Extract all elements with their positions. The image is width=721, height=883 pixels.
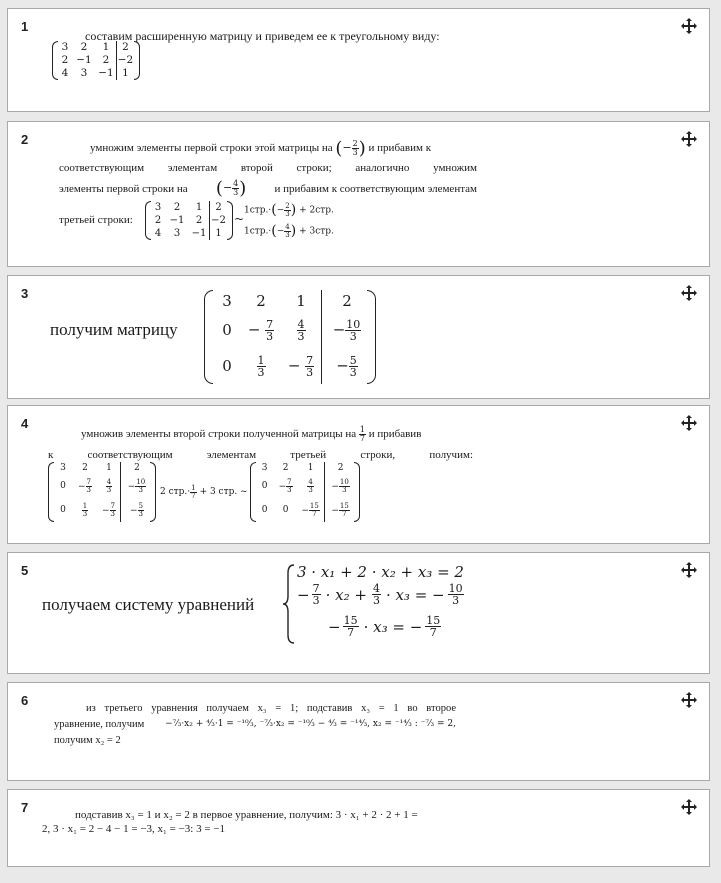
move-icon[interactable] — [680, 17, 698, 35]
frac-den: 3 — [297, 329, 305, 343]
tilde: ~ — [234, 212, 245, 226]
step-number: 2 — [21, 132, 29, 147]
matrix-cell: 3 — [173, 228, 181, 239]
matrix-cell: −2 — [117, 54, 134, 66]
step-card-6[interactable] — [7, 682, 710, 781]
frac-den: 3 — [352, 148, 358, 157]
minus-sign: − — [332, 320, 346, 338]
step-line-1: подставив x₃ = 1 и x₂ = 2 в первое уравнение, получим: 3 · x₁ + 2 · 2 + 1 = — [75, 809, 418, 821]
cell: 0 — [222, 321, 232, 339]
step-number: 4 — [21, 416, 29, 431]
math-expression: −⁷⁄₃·x₂ + ⁴⁄₃·1 = ⁻¹⁰⁄₃, ⁻⁷⁄₃·x₂ = ⁻¹⁰⁄₃ − ⁴⁄₃ = ⁻¹⁴⁄₃, x₂ = ⁻¹⁴⁄₃ : ⁻⁷⁄₃ = 2, — [165, 719, 456, 729]
step-line-1: из третьего уравнения получаем x₃ = 1; подставив x₃ = 1 во второе — [86, 703, 456, 714]
step-number: 6 — [21, 693, 29, 708]
matrix-cell: 4 — [61, 67, 69, 79]
frac-den: 7 — [191, 491, 196, 500]
text: 1стр.· — [244, 205, 272, 216]
minus-sign: − — [247, 320, 261, 338]
minus-sign: − — [222, 181, 233, 195]
move-icon[interactable] — [680, 691, 698, 709]
matrix-cell: 1 — [209, 227, 227, 240]
frac-den: 3 — [257, 365, 265, 379]
move-icon[interactable] — [680, 414, 698, 432]
step-text: получаем систему уравнений — [42, 595, 255, 614]
frac-den: 3 — [349, 329, 357, 343]
frac-num: 2 — [352, 139, 358, 148]
step-number: 1 — [21, 19, 29, 34]
frac-num: 7 — [306, 353, 314, 367]
frac-den: 3 — [233, 188, 239, 197]
step-card-2[interactable] — [7, 121, 710, 267]
matrix-before: 3 2 1 2 0 − $\frac{7}{3}$ $\frac{4}{3}$ − $\frac{10}{3}$ 0 $\frac{1}{3}$ − $\frac{7}{3}$ − $\frac{5}{3}$ — [48, 462, 156, 522]
step-card-1[interactable] — [7, 8, 710, 112]
matrix-cell: 2 — [116, 41, 134, 54]
matrix-cell: 3 — [61, 41, 69, 53]
frac-den: 3 — [349, 365, 357, 379]
row-op-2: 1стр.·(− $\frac{4}{3}$ ) + 3стр. — [244, 222, 334, 239]
result-matrix — [204, 290, 376, 384]
matrix-cell: 2 — [61, 54, 69, 66]
step-line-1 — [81, 426, 421, 443]
move-icon[interactable] — [680, 130, 698, 148]
step-number: 5 — [21, 563, 29, 578]
step-line-4: третьей строки: — [59, 214, 133, 226]
frac-num: 4 — [233, 179, 239, 188]
matrix-cell: −1 — [169, 215, 185, 226]
move-icon[interactable] — [680, 561, 698, 579]
cell: 3 — [222, 292, 232, 310]
minus-sign: − — [287, 356, 301, 374]
frac-num: 1 — [359, 425, 365, 434]
matrix-transform — [48, 462, 360, 522]
frac-num: 1 — [191, 483, 196, 492]
step-text: получим матрицу — [50, 320, 178, 339]
text: элементы первой строки на — [59, 182, 188, 195]
frac-num: 4 — [297, 317, 305, 331]
step-card-7[interactable] — [7, 789, 710, 867]
cell: 2 — [256, 292, 266, 310]
step-line-2: к соответствующим элементам третьей строки, получим: — [48, 449, 473, 461]
matrix-cell: 2 — [173, 202, 181, 213]
minus-sign: − — [342, 141, 352, 155]
augmented-matrix — [52, 41, 140, 80]
row-op: + 3 стр. ~ — [199, 487, 248, 497]
matrix-cell: 2 — [102, 54, 110, 66]
matrix-cell: −1 — [76, 54, 92, 66]
system-brace — [282, 563, 296, 645]
text: и прибавив — [368, 428, 422, 441]
move-icon[interactable] — [680, 284, 698, 302]
matrix-cell: 1 — [102, 41, 110, 53]
step-number: 7 — [21, 800, 29, 815]
cell: 2 — [342, 292, 352, 310]
matrix-cell: 3 — [80, 67, 88, 79]
text: и прибавим к соответствующим элементам — [274, 182, 477, 195]
frac-num: 7 — [266, 317, 274, 331]
step-line-3: элементы первой строки на (− $\frac{4}{3}$ ) и прибавим к соответствующим элементам — [59, 178, 477, 199]
step-line-2: соответствующим элементам второй строки; аналогично умножим — [59, 162, 477, 174]
text: умножим элементы первой строки этой матрицы на — [90, 142, 333, 155]
matrix-cell: −1 — [98, 67, 114, 79]
step-line-2 — [54, 719, 456, 730]
matrix-cell: 2 — [195, 215, 203, 226]
text: уравнение, получим — [54, 719, 145, 730]
frac-den: 3 — [306, 365, 314, 379]
minus-sign: − — [336, 356, 349, 374]
step-line-3: получим x₂ = 2 — [54, 735, 121, 746]
matrix-cell: 4 — [154, 228, 162, 239]
equation-2: − $\frac{7}{3}$ · x₂ + $\frac{4}{3}$ · x₃ = − $\frac{10}{3}$ — [297, 582, 463, 607]
cell: 1 — [296, 292, 306, 310]
cell: 0 — [222, 357, 232, 375]
matrix-cell: 3 — [154, 202, 162, 213]
matrix-cell: 2 — [209, 201, 227, 214]
matrix-cell: 2 — [154, 215, 162, 226]
equation-3: − $\frac{15}{7}$ · x₃ = − $\frac{15}{7}$ — [328, 614, 441, 639]
frac-den: 3 — [266, 329, 274, 343]
text: 1стр.· — [244, 226, 272, 237]
matrix-after: 3 2 1 2 0 − $\frac{7}{3}$ $\frac{4}{3}$ − $\frac{10}{3}$ 0 0 − $\frac{15}{7}$ − $\frac{15}{7}$ — [250, 462, 360, 522]
step-card-4[interactable] — [7, 405, 710, 544]
row-op: 2 стр.· — [160, 487, 191, 497]
step-line-2: 2, 3 · x₁ = 2 − 4 − 1 = −3, x₁ = −3: 3 = −1 — [42, 823, 225, 835]
matrix-cell: 2 — [80, 41, 88, 53]
step-card-3[interactable] — [7, 275, 710, 399]
step-line-1: умножим элементы первой строки этой матрицы на (− $\frac{2}{3}$ ) и прибавим к — [90, 138, 432, 159]
step-text: составим расширенную матрицу и приведем ее к треугольному виду: — [85, 29, 440, 43]
text: умножив элементы второй строки полученной матрицы на — [81, 428, 357, 441]
matrix-cell: −1 — [191, 228, 207, 239]
equation-1: 3 · x₁ + 2 · x₂ + x₃ = 2 — [297, 563, 464, 581]
matrix-cell: 1 — [195, 202, 203, 213]
frac-den: 7 — [359, 434, 365, 443]
move-icon[interactable] — [680, 798, 698, 816]
text: + 3стр. — [299, 226, 334, 237]
row-op-1: 1стр.·(− $\frac{2}{3}$ ) + 2стр. — [244, 201, 334, 218]
text: + 2стр. — [299, 205, 334, 216]
augmented-matrix — [145, 201, 233, 240]
step-number: 3 — [21, 286, 29, 301]
frac-num: 1 — [257, 353, 265, 367]
step-card-5[interactable] — [7, 552, 710, 674]
text: и прибавим к — [368, 142, 432, 155]
frac-num: 10 — [346, 317, 361, 331]
frac-num: 5 — [349, 353, 357, 367]
matrix-cell: −2 — [209, 214, 227, 227]
matrix-cell: 1 — [116, 67, 134, 80]
